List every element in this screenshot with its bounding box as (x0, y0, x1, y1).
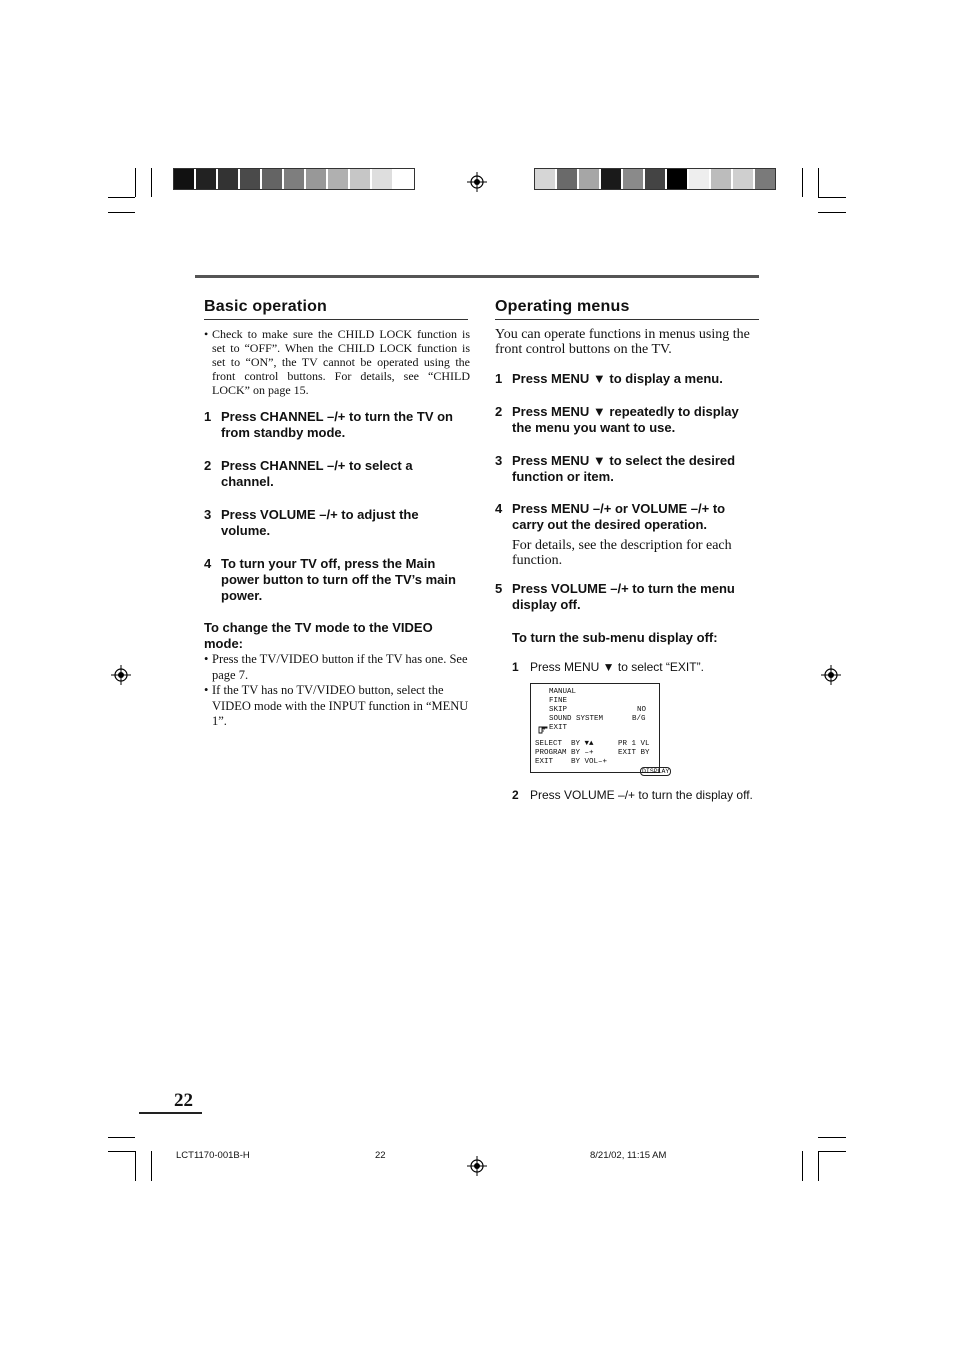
color-swatch (557, 169, 579, 189)
menu-footer-left: EXIT BY VOL–+ (535, 758, 608, 766)
color-swatch (306, 169, 328, 189)
crop-mark (135, 168, 136, 197)
registration-mark-icon (111, 665, 131, 685)
crop-mark (802, 168, 803, 197)
display-button-label: DISPLAY (642, 768, 670, 775)
menu-footer-left: SELECT BY ▼▲ (535, 740, 594, 748)
crop-mark (151, 1151, 152, 1181)
menu-item: FINE (549, 697, 568, 705)
color-swatch (240, 169, 262, 189)
color-swatch (350, 169, 372, 189)
color-swatch (689, 169, 711, 189)
crop-mark (818, 168, 819, 197)
intro-text: You can operate functions in menus using the front control buttons on the TV. (495, 327, 750, 357)
footer-date: 8/21/02, 11:15 AM (590, 1150, 667, 1161)
menu-item: SOUND SYSTEM (549, 715, 604, 723)
menu-footer-right: EXIT BY (618, 749, 650, 757)
page-number: 22 (174, 1090, 193, 1111)
video-bullets (204, 652, 470, 730)
video-mode-heading: To change the TV mode to the VIDEO mode: (204, 620, 433, 651)
menu-footer-right: PR 1 VL (618, 740, 650, 748)
section-title-basic-operation: Basic operation (204, 298, 328, 315)
color-bar-left (173, 168, 415, 190)
crop-mark (818, 197, 846, 198)
crop-mark (108, 1137, 135, 1138)
footer-code: LCT1170-001B-H (176, 1150, 250, 1161)
crop-mark (135, 1151, 136, 1181)
submenu-heading: To turn the sub-menu display off: (512, 630, 718, 645)
menu-screen (530, 683, 670, 775)
color-swatch (645, 169, 667, 189)
color-swatch (372, 169, 394, 189)
menu-footer-left: PROGRAM BY –+ (535, 749, 594, 757)
menu-value: B/G (632, 715, 646, 723)
menu-item: SKIP (549, 706, 568, 714)
crop-mark (818, 1137, 846, 1138)
color-swatch (284, 169, 306, 189)
color-swatch (535, 169, 557, 189)
list-item: • If the TV has no TV/VIDEO button, select the VIDEO mode with the INPUT function in “MENU 1”. (204, 683, 469, 728)
color-swatch (328, 169, 350, 189)
menu-item: MANUAL (549, 688, 577, 696)
color-swatch (667, 169, 689, 189)
color-swatch (755, 169, 775, 189)
color-swatch (733, 169, 755, 189)
section-rule (495, 319, 759, 320)
color-swatch (218, 169, 240, 189)
crop-mark (818, 212, 846, 213)
registration-mark-icon (467, 1156, 487, 1176)
color-swatch (579, 169, 601, 189)
footer-page: 22 (375, 1150, 386, 1161)
crop-mark (818, 1151, 846, 1152)
menu-value: NO (637, 706, 647, 714)
crop-mark (108, 1151, 135, 1152)
pointer-hand-icon (538, 724, 549, 734)
crop-mark (818, 1151, 819, 1181)
child-lock-note: • Check to make sure the CHILD LOCK function is set to “OFF”. When the CHILD LOCK function is set to “ON”, the TV cannot be operated using the front control buttons. For details, see “CHILD LOCK” on page 15. (204, 327, 470, 397)
registration-mark-icon (467, 172, 487, 192)
color-swatch (394, 169, 414, 189)
step4-detail: For details, see the description for each function. (512, 538, 732, 568)
crop-mark (802, 1151, 803, 1181)
list-item: • Press the TV/VIDEO button if the TV has one. See page 7. (204, 652, 468, 682)
page-number-rule (139, 1112, 202, 1114)
section-title-operating-menus: Operating menus (495, 298, 630, 315)
crop-mark (108, 197, 135, 198)
section-rule (204, 319, 468, 320)
color-swatch (262, 169, 284, 189)
crop-mark (151, 168, 152, 197)
crop-mark (108, 212, 135, 213)
color-swatch (711, 169, 733, 189)
header-rule (195, 275, 759, 278)
color-swatch (196, 169, 218, 189)
color-swatch (174, 169, 196, 189)
menu-item: EXIT (549, 724, 568, 732)
color-swatch (601, 169, 623, 189)
color-bar-right (534, 168, 776, 190)
registration-mark-icon (821, 665, 841, 685)
color-swatch (623, 169, 645, 189)
